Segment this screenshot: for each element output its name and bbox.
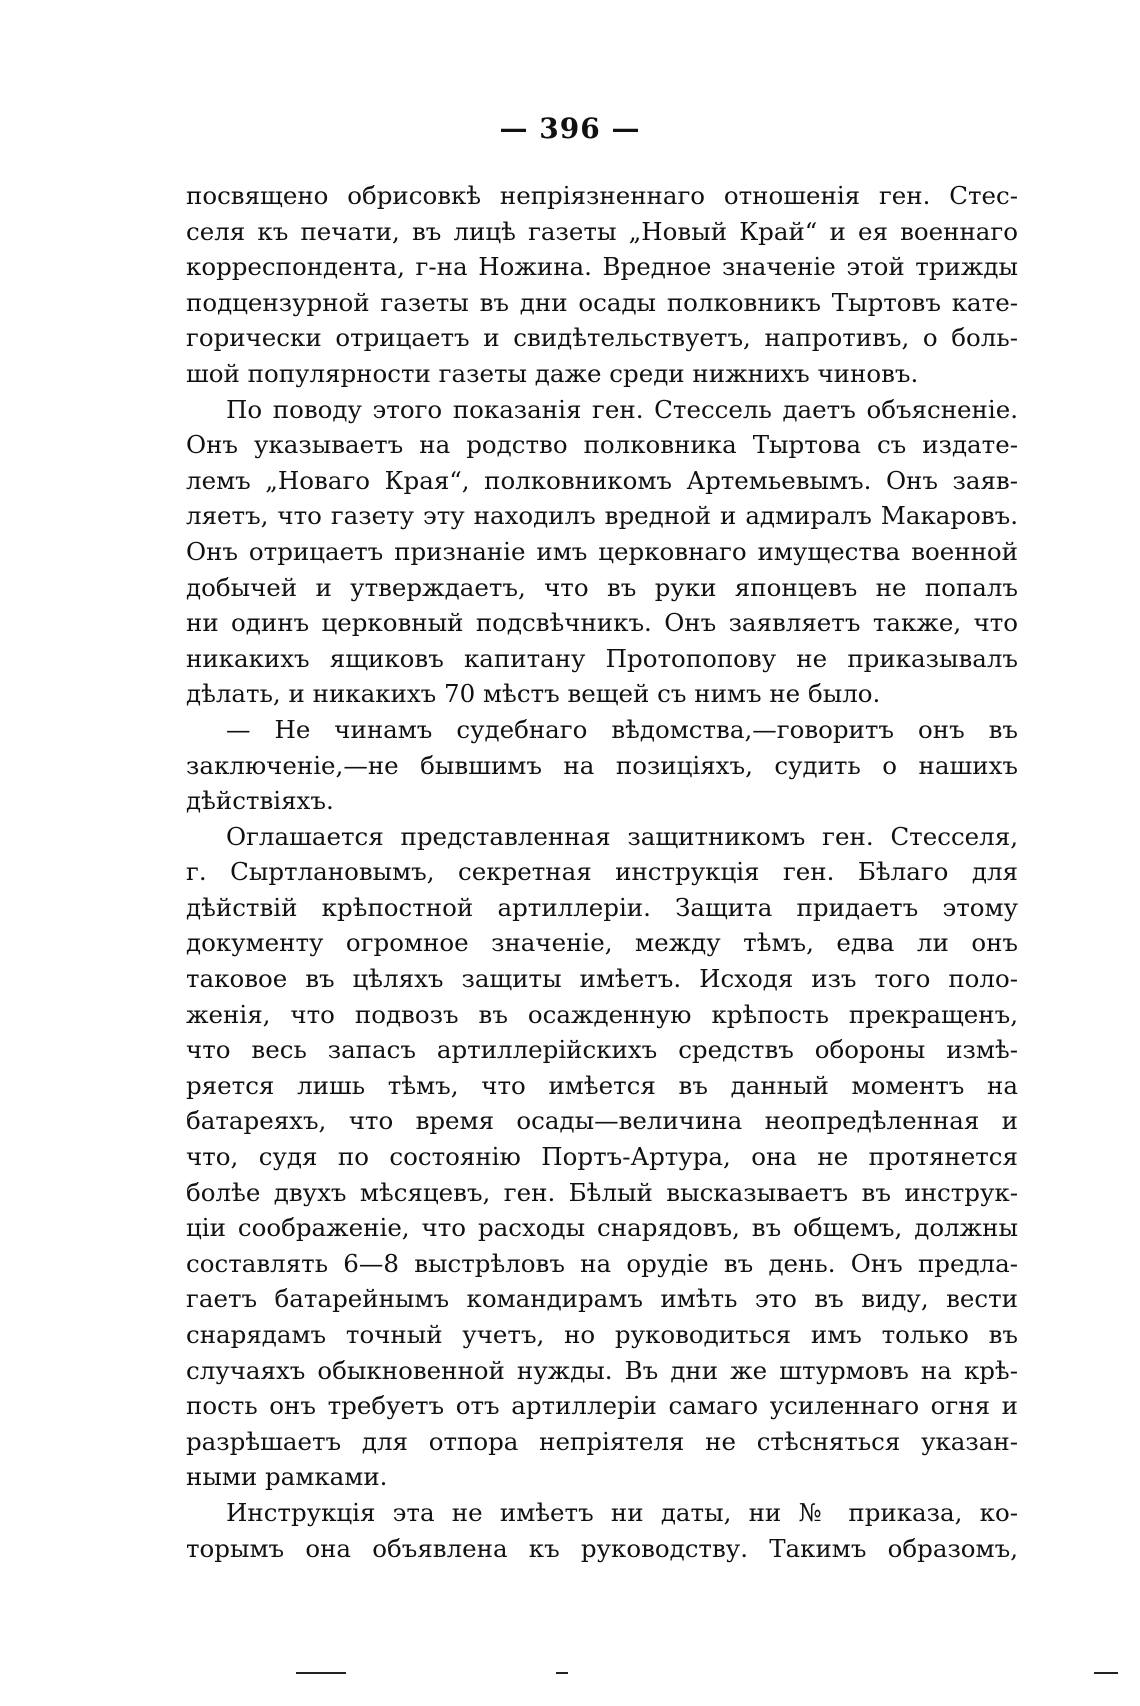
text-line: торымъ она объявлена къ руководству. Такимъ образомъ, xyxy=(186,1533,1018,1563)
text-line: заключеніе,—не бывшимъ на позиціяхъ, судить о нашихъ xyxy=(186,750,1018,780)
text-line: ряется лишь тѣмъ, что имѣется въ данный моментъ на xyxy=(186,1070,1018,1100)
text-line: болѣе двухъ мѣсяцевъ, ген. Бѣлый высказываетъ въ инструк- xyxy=(186,1177,1018,1207)
footer-mark xyxy=(1094,1672,1118,1674)
text-line: пость онъ требуетъ отъ артиллеріи самаго усиленнаго огня и xyxy=(186,1391,1018,1421)
text-line: документу огромное значеніе, между тѣмъ, едва ли онъ xyxy=(186,928,1018,958)
footer-scan-marks xyxy=(0,1672,1140,1678)
text-line: Онъ указываетъ на родство полковника Тыртова съ издате- xyxy=(186,430,1018,460)
text-line: — Не чинамъ судебнаго вѣдомства,—говоритъ онъ въ xyxy=(226,714,1018,744)
text-line: дѣлать, и никакихъ 70 мѣстъ вещей съ нимъ не было. xyxy=(186,679,881,709)
text-line: горически отрицаетъ и свидѣтельствуетъ, напротивъ, о боль- xyxy=(186,323,1018,353)
text-line: никакихъ ящиковъ капитану Протопопову не приказывалъ xyxy=(186,643,1018,673)
text-line: селя къ печати, въ лицѣ газеты „Новый Край“ и ея военнаго xyxy=(186,216,1018,246)
text-line: что, судя по состоянію Портъ-Артура, она не протянется xyxy=(186,1142,1018,1172)
text-line: снарядамъ точный учетъ, но руководиться имъ только въ xyxy=(186,1320,1018,1349)
text-line: гаетъ батарейнымъ командирамъ имѣть это въ виду, вести xyxy=(186,1284,1018,1314)
text-line: батареяхъ, что время осады—величина неопредѣленная и xyxy=(186,1106,1018,1136)
text-line: По поводу этого показанія ген. Стессель даетъ объясненіе. xyxy=(226,394,1018,424)
text-line: ціи соображеніе, что расходы снарядовъ, въ общемъ, должны xyxy=(186,1213,1018,1243)
text-line: случаяхъ обыкновенной нужды. Въ дни же штурмовъ на крѣ- xyxy=(186,1355,1018,1385)
text-line: шой популярности газеты даже среди нижнихъ чиновъ. xyxy=(186,358,919,388)
text-line: таковое въ цѣляхъ защиты имѣетъ. Исходя изъ того поло- xyxy=(186,964,1018,994)
text-line: добычей и утверждаетъ, что въ руки японцевъ не попалъ xyxy=(186,572,1018,602)
text-line: ляетъ, что газету эту находилъ вредной и адмиралъ Макаровъ. xyxy=(186,501,1018,531)
text-line: разрѣшаетъ для отпора непріятеля не стѣсняться указан- xyxy=(186,1426,1018,1456)
text-line: корреспондента, г-на Ножина. Вредное значеніе этой трижды xyxy=(186,252,1018,282)
text-line: дѣйствіяхъ. xyxy=(186,786,334,816)
text-line: составлять 6—8 выстрѣловъ на орудіе въ день. Онъ предла- xyxy=(186,1248,1018,1278)
text-line: ными рамками. xyxy=(186,1462,388,1492)
text-line: подцензурной газеты въ дни осады полковникъ Тыртовъ кате- xyxy=(186,287,1018,317)
footer-mark xyxy=(556,1672,568,1674)
text-line: дѣйствій крѣпостной артиллеріи. Защита придаетъ этому xyxy=(186,892,1018,922)
text-line: что весь запасъ артиллерійскихъ средствъ обороны измѣ- xyxy=(186,1035,1018,1065)
page-number: — 396 — xyxy=(499,112,641,145)
text-line: лемъ „Новаго Края“, полковникомъ Артемьевымъ. Онъ заяв- xyxy=(186,465,1018,495)
text-line: ни одинъ церковный подсвѣчникъ. Онъ заявляетъ также, что xyxy=(186,608,1018,638)
text-line: Оглашается представленная защитникомъ ген. Стесселя, xyxy=(226,821,1018,851)
text-line: г. Сыртлановымъ, секретная инструкція ген. Бѣлаго для xyxy=(186,857,1018,887)
text-line: женія, что подвозъ въ осажденную крѣпость прекращенъ, xyxy=(186,999,1018,1029)
footer-mark xyxy=(296,1672,346,1674)
body-text xyxy=(186,178,1018,1566)
text-line: Онъ отрицаетъ признаніе имъ церковнаго имущества военной xyxy=(186,536,1018,566)
text-line: посвящено обрисовкѣ непріязненнаго отношенія ген. Стес- xyxy=(186,181,1018,210)
text-line: Инструкція эта не имѣетъ ни даты, ни № приказа, ко- xyxy=(226,1497,1018,1527)
